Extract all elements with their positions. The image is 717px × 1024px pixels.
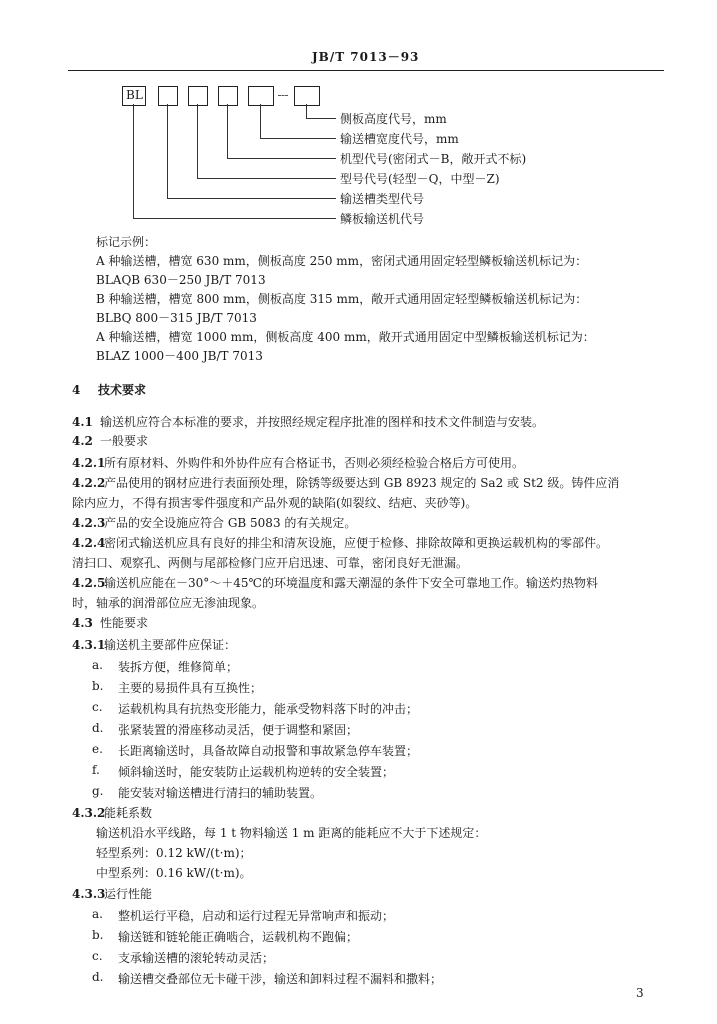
box-dash xyxy=(278,95,288,97)
clause-4-2-3 xyxy=(72,515,356,531)
diagram-label-1: 侧板高度代号，mm xyxy=(340,112,447,126)
clause-number: 4.3.3 xyxy=(72,887,106,901)
leader-v-3 xyxy=(197,104,198,178)
clause-number: 4.3.1 xyxy=(72,638,106,652)
list-item-text: 长距离输送时，具备故障自动报警和事故紧急停车装置； xyxy=(118,744,419,758)
list-item-key: g. xyxy=(92,784,104,798)
leader-v-4 xyxy=(227,104,228,158)
leader-h-6 xyxy=(133,218,336,219)
example-line: BLBQ 800－315 JB/T 7013 xyxy=(96,311,257,325)
clause-text: 运行性能 xyxy=(104,887,153,901)
box-bl-label: BL xyxy=(126,88,143,102)
example-line: B 种输送槽，槽宽 800 mm，侧板高度 315 mm，敞开式通用固定轻型鳞板输送机标记为： xyxy=(96,292,588,306)
clause-number: 4.2.5 xyxy=(72,576,106,590)
leader-h-5 xyxy=(167,198,336,199)
list-item-key: d. xyxy=(92,721,104,735)
box-slot-5 xyxy=(294,86,320,106)
clause-text: 所有原材料、外购件和外协件应有合格证书，否则必须经检验合格后方可使用。 xyxy=(104,456,525,470)
clause-4-2-5 xyxy=(72,575,598,591)
list-item-key: f. xyxy=(92,763,100,777)
leader-h-3 xyxy=(227,158,336,159)
leader-h-4 xyxy=(197,178,336,179)
clause-number: 4.2 xyxy=(72,434,93,448)
leader-v-6 xyxy=(306,104,307,118)
list-item-text: 整机运行平稳，启动和运行过程无异常响声和振动； xyxy=(118,909,395,923)
list-item-text: 输送槽交叠部位无卡碰干涉，输送和卸料过程不漏料和撒料； xyxy=(118,972,443,986)
clause-number: 4.1 xyxy=(72,415,93,429)
clause-number: 4.2.1 xyxy=(72,456,106,470)
clause-4-2-2 xyxy=(72,475,619,491)
clause-number: 4.2.4 xyxy=(72,536,106,550)
list-item-key: c. xyxy=(92,700,103,714)
header-rule xyxy=(68,70,664,71)
box-slot-1 xyxy=(158,86,178,106)
list-item-text: 支承输送槽的滚轮转动灵活； xyxy=(118,951,275,965)
clause-number: 4.2.3 xyxy=(72,516,106,530)
leader-v-2 xyxy=(167,104,168,198)
leader-v-5 xyxy=(260,104,261,138)
document-header: JB/T 7013－93 xyxy=(312,50,420,64)
clause-text: 密闭式输送机应具有良好的排尘和清灰设施，应便于检修、排除故障和更换运载机构的零部件。 xyxy=(104,536,609,550)
clause-number: 4.3 xyxy=(72,616,93,630)
clause-4-2-2-cont: 除内应力，不得有损害零件强度和产品外观的缺陷(如裂纹、结疤、夹砂等)。 xyxy=(72,496,478,510)
clause-4-3-1 xyxy=(72,637,236,653)
clause-4-3-3 xyxy=(72,886,152,902)
energy-line: 轻型系列：0.12 kW/(t·m)； xyxy=(96,846,252,860)
clause-4-2-4 xyxy=(72,535,608,551)
clause-4-2-1 xyxy=(72,455,524,471)
diagram-label-6: 鳞板输送机代号 xyxy=(340,212,425,226)
clause-4-3-2 xyxy=(72,805,152,821)
list-item-key: b. xyxy=(92,679,104,693)
diagram-label-5: 输送槽类型代号 xyxy=(340,192,425,206)
list-item-key: a. xyxy=(92,907,103,921)
example-line: A 种输送槽，槽宽 1000 mm，侧板高度 400 mm，敞开式通用固定中型鳞板输送机标记为： xyxy=(96,330,595,344)
diagram-label-2: 输送槽宽度代号，mm xyxy=(340,132,459,146)
energy-line: 输送机沿水平线路，每 1 t 物料输送 1 m 距离的能耗应不大于下述规定： xyxy=(96,826,487,840)
section-4-heading xyxy=(72,382,146,398)
list-item-text: 装拆方便，维修简单； xyxy=(118,660,239,674)
list-item-key: e. xyxy=(92,742,103,756)
clause-4-3 xyxy=(72,615,148,631)
box-slot-2 xyxy=(188,86,208,106)
example-line: BLAZ 1000－400 JB/T 7013 xyxy=(96,349,263,363)
leader-v-1 xyxy=(133,104,134,218)
list-item-key: c. xyxy=(92,949,103,963)
section-title: 技术要求 xyxy=(98,383,147,397)
clause-4-1 xyxy=(72,414,544,430)
clause-text: 输送机应符合本标准的要求，并按照经规定程序批准的图样和技术文件制造与安装。 xyxy=(100,415,545,429)
leader-h-1 xyxy=(306,118,336,119)
clause-4-2-5-cont: 时，轴承的润滑部位应无渗油现象。 xyxy=(72,596,265,610)
list-item-text: 倾斜输送时，能安装防止运载机构逆转的安全装置； xyxy=(118,765,395,779)
box-slot-3 xyxy=(218,86,238,106)
energy-line: 中型系列：0.16 kW/(t·m)。 xyxy=(96,866,252,880)
diagram-label-4: 型号代号(轻型－Q，中型－Z) xyxy=(340,172,500,186)
page-number: 3 xyxy=(636,986,644,1000)
leader-h-2 xyxy=(260,138,336,139)
list-item-key: b. xyxy=(92,928,104,942)
box-slot-4 xyxy=(248,86,274,106)
clause-text: 一般要求 xyxy=(100,434,149,448)
clause-4-2-4-cont: 清扫口、观察孔、两侧与尾部检修门应开启迅速、可靠，密闭良好无泄漏。 xyxy=(72,556,469,570)
list-item-text: 能安装对输送槽进行清扫的辅助装置。 xyxy=(118,786,323,800)
list-item-text: 输送链和链轮能正确啮合，运载机构不跑偏； xyxy=(118,930,359,944)
clause-text: 输送机主要部件应保证： xyxy=(104,638,237,652)
clause-text: 能耗系数 xyxy=(104,806,153,820)
list-item-key: d. xyxy=(92,970,104,984)
clause-number: 4.3.2 xyxy=(72,806,106,820)
clause-number: 4.2.2 xyxy=(72,476,106,490)
clause-4-2 xyxy=(72,433,148,449)
example-line: A 种输送槽，槽宽 630 mm，侧板高度 250 mm，密闭式通用固定轻型鳞板输送机标记为： xyxy=(96,254,588,268)
section-number: 4 xyxy=(72,383,81,397)
list-item-text: 运载机构具有抗热变形能力，能承受物料落下时的冲击； xyxy=(118,702,419,716)
clause-text: 产品的安全设施应符合 GB 5083 的有关规定。 xyxy=(104,516,357,530)
list-item-text: 张紧装置的滑座移动灵活，便于调整和紧固； xyxy=(118,723,359,737)
list-item-text: 主要的易损件具有互换性； xyxy=(118,681,263,695)
clause-text: 性能要求 xyxy=(100,616,149,630)
example-heading: 标记示例： xyxy=(96,235,157,249)
clause-text: 输送机应能在－30°～＋45℃的环境温度和露天潮湿的条件下安全可靠地工作。输送灼热物料 xyxy=(104,576,598,590)
diagram-label-3: 机型代号(密闭式－B，敞开式不标) xyxy=(340,152,527,166)
example-line: BLAQB 630－250 JB/T 7013 xyxy=(96,273,266,287)
clause-text: 产品使用的钢材应进行表面预处理，除锈等级要达到 GB 8923 规定的 Sa2 或 St2 级。铸件应消 xyxy=(104,476,620,490)
list-item-key: a. xyxy=(92,658,103,672)
